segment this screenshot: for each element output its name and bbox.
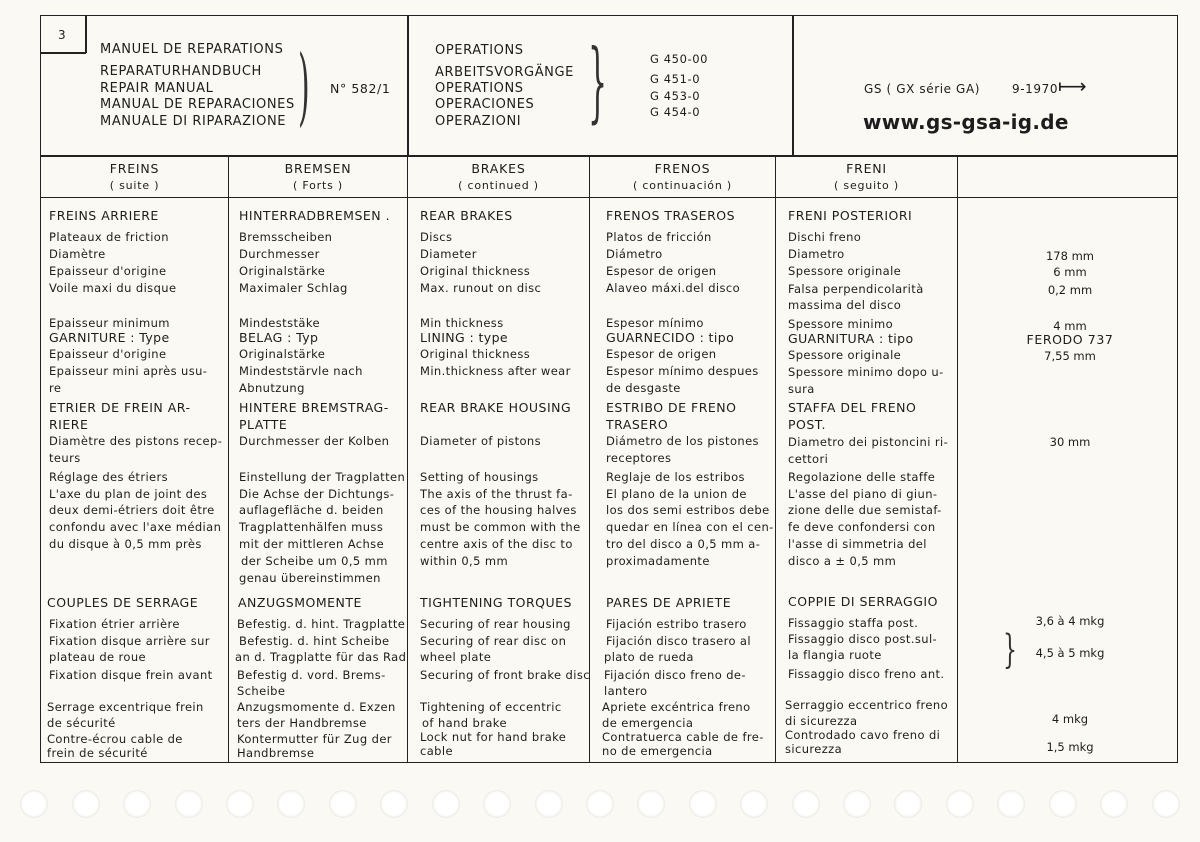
es-tq3-2: lantero xyxy=(604,684,648,698)
fr-axis-4: du disque à 0,5 mm près xyxy=(49,537,202,551)
fr-caliper-2: RIERE xyxy=(49,417,89,432)
it-min-thickness: Spessore minimo xyxy=(788,317,894,331)
en-axis-5: within 0,5 mm xyxy=(420,554,509,568)
operation-title-de: ARBEITSVORGÄNGE xyxy=(435,65,574,80)
value-lining-type: FERODO 737 xyxy=(1026,332,1114,347)
it-tq4-2: di sicurezza xyxy=(785,714,858,728)
de-tq4-1: Anzugsmomente d. Exzen xyxy=(237,700,396,714)
fr-orig-thickness: Epaisseur d'origine xyxy=(49,264,167,278)
column-subtitle-de: ( Forts ) xyxy=(292,179,343,192)
es-tq1: Fijación estribo trasero xyxy=(606,617,747,631)
operation-title-es: OPERACIONES xyxy=(435,97,535,112)
es-tq2-1: Fijación disco trasero al xyxy=(606,634,751,648)
it-lining-min-2: sura xyxy=(788,382,815,396)
column-subtitle-it: ( seguito ) xyxy=(834,179,899,192)
binder-hole xyxy=(1049,790,1077,818)
es-tq4-1: Apriete excéntrica freno xyxy=(602,700,751,714)
header-bottom-line xyxy=(40,155,1178,157)
fr-adjust: Réglage des étriers xyxy=(49,470,169,484)
binder-hole xyxy=(226,790,254,818)
es-diameter: Diámetro xyxy=(606,247,663,261)
operation-title-it: OPERAZIONI xyxy=(435,114,522,129)
fr-tq1: Fixation étrier arrière xyxy=(49,617,180,631)
column-line-1 xyxy=(228,155,229,763)
value-orig-thickness: 6 mm xyxy=(1053,265,1087,279)
fr-lining: GARNITURE : Type xyxy=(49,330,170,345)
column-title-de: BREMSEN xyxy=(284,161,352,176)
binder-hole xyxy=(946,790,974,818)
column-header-de xyxy=(229,160,407,194)
binder-hole xyxy=(1100,790,1128,818)
fr-lining-min-1: Epaisseur mini après usu- xyxy=(49,364,208,378)
binder-hole xyxy=(843,790,871,818)
it-lining: GUARNITURA : tipo xyxy=(788,331,914,346)
en-tq2-1: Securing of rear disc on xyxy=(420,634,567,648)
de-tq4-2: ters der Handbremse xyxy=(237,716,367,730)
page-number-box-right xyxy=(85,15,87,53)
es-torques: PARES DE APRIETE xyxy=(606,595,732,610)
de-min-thickness: Mindeststäke xyxy=(239,316,320,330)
es-piston-diam-2: receptores xyxy=(606,451,672,465)
en-tq5-2: cable xyxy=(420,744,453,758)
arrow-icon: ⟼ xyxy=(1058,74,1088,98)
fr-tq5-2: frein de sécurité xyxy=(47,746,148,760)
column-header-it xyxy=(776,160,957,194)
de-orig-thickness: Originalstärke xyxy=(239,264,326,278)
en-piston-diam-1: Diameter of pistons xyxy=(420,434,541,448)
en-lining-min-1: Min.thickness after wear xyxy=(420,364,571,378)
column-subtitle-es: ( continuación ) xyxy=(633,179,732,192)
header-divider-1 xyxy=(407,15,409,155)
de-tq3-2: Scheibe xyxy=(237,684,286,698)
it-tq3: Fissaggio disco freno ant. xyxy=(788,667,945,681)
it-tq4-1: Serraggio eccentrico freno xyxy=(785,698,949,712)
de-adjust: Einstellung der Tragplatten xyxy=(239,470,406,484)
column-title-es: FRENOS xyxy=(654,161,711,176)
fr-piston-diam-2: teurs xyxy=(49,451,81,465)
de-tq1: Befestig. d. hint. Tragplatte xyxy=(237,617,406,631)
en-tq2-2: wheel plate xyxy=(420,650,492,664)
value-tq5: 1,5 mkg xyxy=(1046,740,1094,754)
it-axis-2: zione delle due semistaf- xyxy=(788,503,942,517)
value-lining-orig: 7,55 mm xyxy=(1044,349,1096,363)
es-adjust: Reglaje de los estribos xyxy=(606,470,745,484)
de-tq2-2: an d. Tragplatte für das Rad xyxy=(235,650,407,664)
it-axis-5: disco a ± 0,5 mm xyxy=(788,554,897,568)
de-axis-2: auflagefläche d. beiden xyxy=(239,503,384,517)
en-min-thickness: Min thickness xyxy=(420,316,504,330)
binder-hole xyxy=(637,790,665,818)
it-torques: COPPIE DI SERRAGGIO xyxy=(788,594,938,609)
en-axis-2: ces of the housing halves xyxy=(420,503,577,517)
de-axis-4: mit der mittleren Achse xyxy=(239,537,385,551)
manual-title-es: MANUAL DE REPARACIONES xyxy=(100,97,295,112)
operation-title-en: OPERATIONS xyxy=(435,81,524,96)
es-rear-brakes: FRENOS TRASEROS xyxy=(606,208,736,223)
it-rear-brakes: FRENI POSTERIORI xyxy=(788,208,913,223)
de-axis-1: Die Achse der Dichtungs- xyxy=(239,487,395,501)
de-lining-min-1: Mindeststärvle nach xyxy=(239,364,363,378)
date-label: 9-1970 xyxy=(1012,82,1059,96)
es-tq5-2: no de emergencia xyxy=(602,744,713,758)
operation-title-fr: OPERATIONS xyxy=(435,43,524,58)
column-header-fr xyxy=(41,160,228,194)
column-header-es xyxy=(590,160,775,194)
en-diameter: Diameter xyxy=(420,247,477,261)
en-lining: LINING : type xyxy=(420,330,509,345)
es-tq4-2: de emergencia xyxy=(602,716,694,730)
es-friction-plates: Platos de fricción xyxy=(606,230,712,244)
fr-piston-diam-1: Diamètre des pistons recep- xyxy=(49,434,223,448)
de-friction-plates: Bremsscheiben xyxy=(239,230,333,244)
operation-code-4: G 454-0 xyxy=(650,105,701,119)
fr-min-thickness: Epaisseur minimum xyxy=(49,316,170,330)
binder-hole xyxy=(740,790,768,818)
it-axis-4: l'asse di simmetria del xyxy=(788,537,927,551)
fr-lining-orig: Epaisseur d'origine xyxy=(49,347,167,361)
manual-number: N° 582/1 xyxy=(330,81,391,96)
binder-hole xyxy=(586,790,614,818)
operation-code-3: G 453-0 xyxy=(650,89,701,103)
fr-caliper-1: ETRIER DE FREIN AR- xyxy=(49,400,191,415)
en-rear-brakes: REAR BRAKES xyxy=(420,208,513,223)
binder-hole xyxy=(894,790,922,818)
en-tq5-1: Lock nut for hand brake xyxy=(420,730,567,744)
page-number: 3 xyxy=(58,28,67,42)
en-tq1: Securing of rear housing xyxy=(420,617,571,631)
en-adjust: Setting of housings xyxy=(420,470,539,484)
manual-title-fr: MANUEL DE REPARATIONS xyxy=(100,42,284,57)
binder-hole xyxy=(483,790,511,818)
binder-hole xyxy=(380,790,408,818)
de-lining-orig: Originalstärke xyxy=(239,347,326,361)
de-axis-3: Tragplattenhälfen muss xyxy=(239,520,384,534)
value-tq4: 4 mkg xyxy=(1051,712,1089,726)
fr-tq4-1: Serrage excentrique frein xyxy=(47,700,204,714)
it-tq5-1: Controdado cavo freno di xyxy=(785,728,941,742)
it-lining-min-1: Spessore minimo dopo u- xyxy=(788,365,944,379)
it-axis-3: fe deve confondersi con xyxy=(788,520,936,534)
en-lining-orig: Original thickness xyxy=(420,347,531,361)
fr-axis-1: L'axe du plan de joint des xyxy=(49,487,208,501)
fr-axis-3: confondu avec l'axe médian xyxy=(49,520,222,534)
en-axis-4: centre axis of the disc to xyxy=(420,537,573,551)
operation-code-1: G 450-00 xyxy=(650,52,709,66)
operation-title-brace: } xyxy=(588,33,608,135)
it-max-runout-2: massima del disco xyxy=(788,298,902,312)
column-subtitle-en: ( continued ) xyxy=(458,179,539,192)
it-tq2-1: Fissaggio disco post.sul- xyxy=(788,632,938,646)
fr-tq5-1: Contre-écrou cable de xyxy=(47,732,183,746)
fr-max-runout: Voile maxi du disque xyxy=(49,281,177,295)
column-title-fr: FREINS xyxy=(109,161,160,176)
value-tq2-tq3: 4,5 à 5 mkg xyxy=(1035,646,1105,660)
it-max-runout-1: Falsa perpendicolarità xyxy=(788,282,924,296)
es-max-runout: Alaveo máxi.del disco xyxy=(606,281,741,295)
de-rear-brakes: HINTERRADBREMSEN . xyxy=(239,208,391,223)
column-line-4 xyxy=(775,155,776,763)
manual-title-de: REPARATURHANDBUCH xyxy=(100,64,262,79)
es-tq2-2: plato de rueda xyxy=(604,650,694,664)
binder-holes xyxy=(0,790,1200,824)
es-lining-min-1: Espesor mínimo despues xyxy=(606,364,759,378)
column-subtitle-fr: ( suite ) xyxy=(109,179,160,192)
es-axis-1: El plano de la union de xyxy=(606,487,747,501)
de-torques: ANZUGSMOMENTE xyxy=(238,595,362,610)
column-header-bottom-line xyxy=(40,197,1178,198)
en-max-runout: Max. runout on disc xyxy=(420,281,542,295)
page-number-box-bottom xyxy=(40,52,86,54)
en-caliper-1: REAR BRAKE HOUSING xyxy=(420,400,572,415)
it-piston-diam-2: cettori xyxy=(788,452,829,466)
es-tq5-1: Contratuerca cable de fre- xyxy=(602,730,764,744)
fr-tq3: Fixation disque frein avant xyxy=(49,668,213,682)
value-diameter: 178 mm xyxy=(1045,249,1094,263)
binder-hole xyxy=(1152,790,1180,818)
value-max-runout: 0,2 mm xyxy=(1047,283,1093,297)
value-tq1: 3,6 à 4 mkg xyxy=(1035,614,1105,628)
en-axis-3: must be common with the xyxy=(420,520,581,534)
de-tq3-1: Befestig d. vord. Brems- xyxy=(237,668,386,682)
de-diameter: Durchmesser xyxy=(239,247,320,261)
value-piston-diam: 30 mm xyxy=(1049,435,1091,449)
it-friction-plates: Dischi freno xyxy=(788,230,862,244)
fr-friction-plates: Plateaux de friction xyxy=(49,230,169,244)
binder-hole xyxy=(432,790,460,818)
column-header-en xyxy=(408,160,589,194)
de-caliper-2: PLATTE xyxy=(239,417,288,432)
website-url[interactable]: www.gs-gsa-ig.de xyxy=(863,110,1069,134)
binder-hole xyxy=(329,790,357,818)
en-torques: TIGHTENING TORQUES xyxy=(420,595,572,610)
en-orig-thickness: Original thickness xyxy=(420,264,531,278)
fr-axis-2: deux demi-étriers doit être xyxy=(49,503,215,517)
it-tq5-2: sicurezza xyxy=(785,742,843,756)
it-piston-diam-1: Diametro dei pistoncini ri- xyxy=(788,435,949,449)
es-orig-thickness: Espesor de origen xyxy=(606,264,717,278)
es-min-thickness: Espesor mínimo xyxy=(606,316,704,330)
binder-hole xyxy=(792,790,820,818)
column-title-en: BRAKES xyxy=(471,161,526,176)
column-line-5 xyxy=(957,155,958,763)
binder-hole xyxy=(123,790,151,818)
de-tq5-1: Kontermutter für Zug der xyxy=(237,732,392,746)
value-min-thickness: 4 mm xyxy=(1053,319,1087,333)
binder-hole xyxy=(277,790,305,818)
it-caliper-2: POST. xyxy=(788,417,826,432)
binder-hole xyxy=(20,790,48,818)
fr-tq2-2: plateau de roue xyxy=(49,650,147,664)
manual-title-brace: ) xyxy=(298,39,310,138)
es-tq3-1: Fijación disco freno de- xyxy=(604,668,746,682)
fr-tq4-2: de sécurité xyxy=(47,716,116,730)
es-caliper-1: ESTRIBO DE FRENO xyxy=(606,400,737,415)
manual-title-it: MANUALE DI RIPARAZIONE xyxy=(100,114,287,129)
it-tq2-2: la flangia ruote xyxy=(788,648,882,662)
de-axis-6: genau übereinstimmen xyxy=(239,571,381,585)
binder-hole xyxy=(689,790,717,818)
binder-hole xyxy=(535,790,563,818)
header-divider-2 xyxy=(792,15,794,155)
column-line-2 xyxy=(407,155,408,763)
fr-tq2-1: Fixation disque arrière sur xyxy=(49,634,210,648)
operation-code-2: G 451-0 xyxy=(650,72,701,86)
es-lining-orig: Espesor de origen xyxy=(606,347,717,361)
de-axis-5: der Scheibe um 0,5 mm xyxy=(241,554,388,568)
fr-rear-brakes: FREINS ARRIERE xyxy=(49,208,159,223)
it-diameter: Diametro xyxy=(788,247,845,261)
manual-title-en: REPAIR MANUAL xyxy=(100,81,214,96)
es-axis-2: los dos semi estribos debe xyxy=(606,503,770,517)
es-lining-min-2: de desgaste xyxy=(606,381,681,395)
binder-hole xyxy=(997,790,1025,818)
it-lining-orig: Spessore originale xyxy=(788,348,902,362)
fr-torques: COUPLES DE SERRAGE xyxy=(47,595,199,610)
column-title-it: FRENI xyxy=(846,161,887,176)
it-caliper-1: STAFFA DEL FRENO xyxy=(788,400,917,415)
en-tq3: Securing of front brake disc xyxy=(420,668,590,682)
fr-diameter: Diamètre xyxy=(49,247,106,261)
it-adjust: Regolazione delle staffe xyxy=(788,470,936,484)
de-lining-min-2: Abnutzung xyxy=(239,381,305,395)
it-tq1: Fissaggio staffa post. xyxy=(788,616,919,630)
value-tq2-tq3-brace: } xyxy=(1003,628,1017,674)
binder-hole xyxy=(72,790,100,818)
binder-hole xyxy=(175,790,203,818)
de-piston-diam-1: Durchmesser der Kolben xyxy=(239,434,390,448)
es-axis-5: proximadamente xyxy=(606,554,710,568)
it-orig-thickness: Spessore originale xyxy=(788,264,902,278)
en-axis-1: The axis of the thrust fa- xyxy=(420,487,573,501)
fr-lining-min-2: re xyxy=(49,381,62,395)
en-tq4-2: of hand brake xyxy=(422,716,507,730)
es-lining: GUARNECIDO : tipo xyxy=(606,330,735,345)
de-tq5-2: Handbremse xyxy=(237,746,315,760)
es-caliper-2: TRASERO xyxy=(606,417,669,432)
de-caliper-1: HINTERE BREMSTRAG- xyxy=(239,400,389,415)
en-tq4-1: Tightening of eccentric xyxy=(420,700,562,714)
es-piston-diam-1: Diámetro de los pistones xyxy=(606,434,759,448)
en-friction-plates: Discs xyxy=(420,230,453,244)
es-axis-3: quedar en línea con el cen- xyxy=(606,520,774,534)
de-tq2-1: Befestig. d. hint Scheibe xyxy=(239,634,390,648)
de-lining: BELAG : Typ xyxy=(239,330,319,345)
es-axis-4: tro del disco a 0,5 mm a- xyxy=(606,537,761,551)
de-max-runout: Maximaler Schlag xyxy=(239,281,348,295)
model-label: GS ( GX série GA) xyxy=(864,82,981,96)
it-axis-1: L'asse del piano di giun- xyxy=(788,487,938,501)
